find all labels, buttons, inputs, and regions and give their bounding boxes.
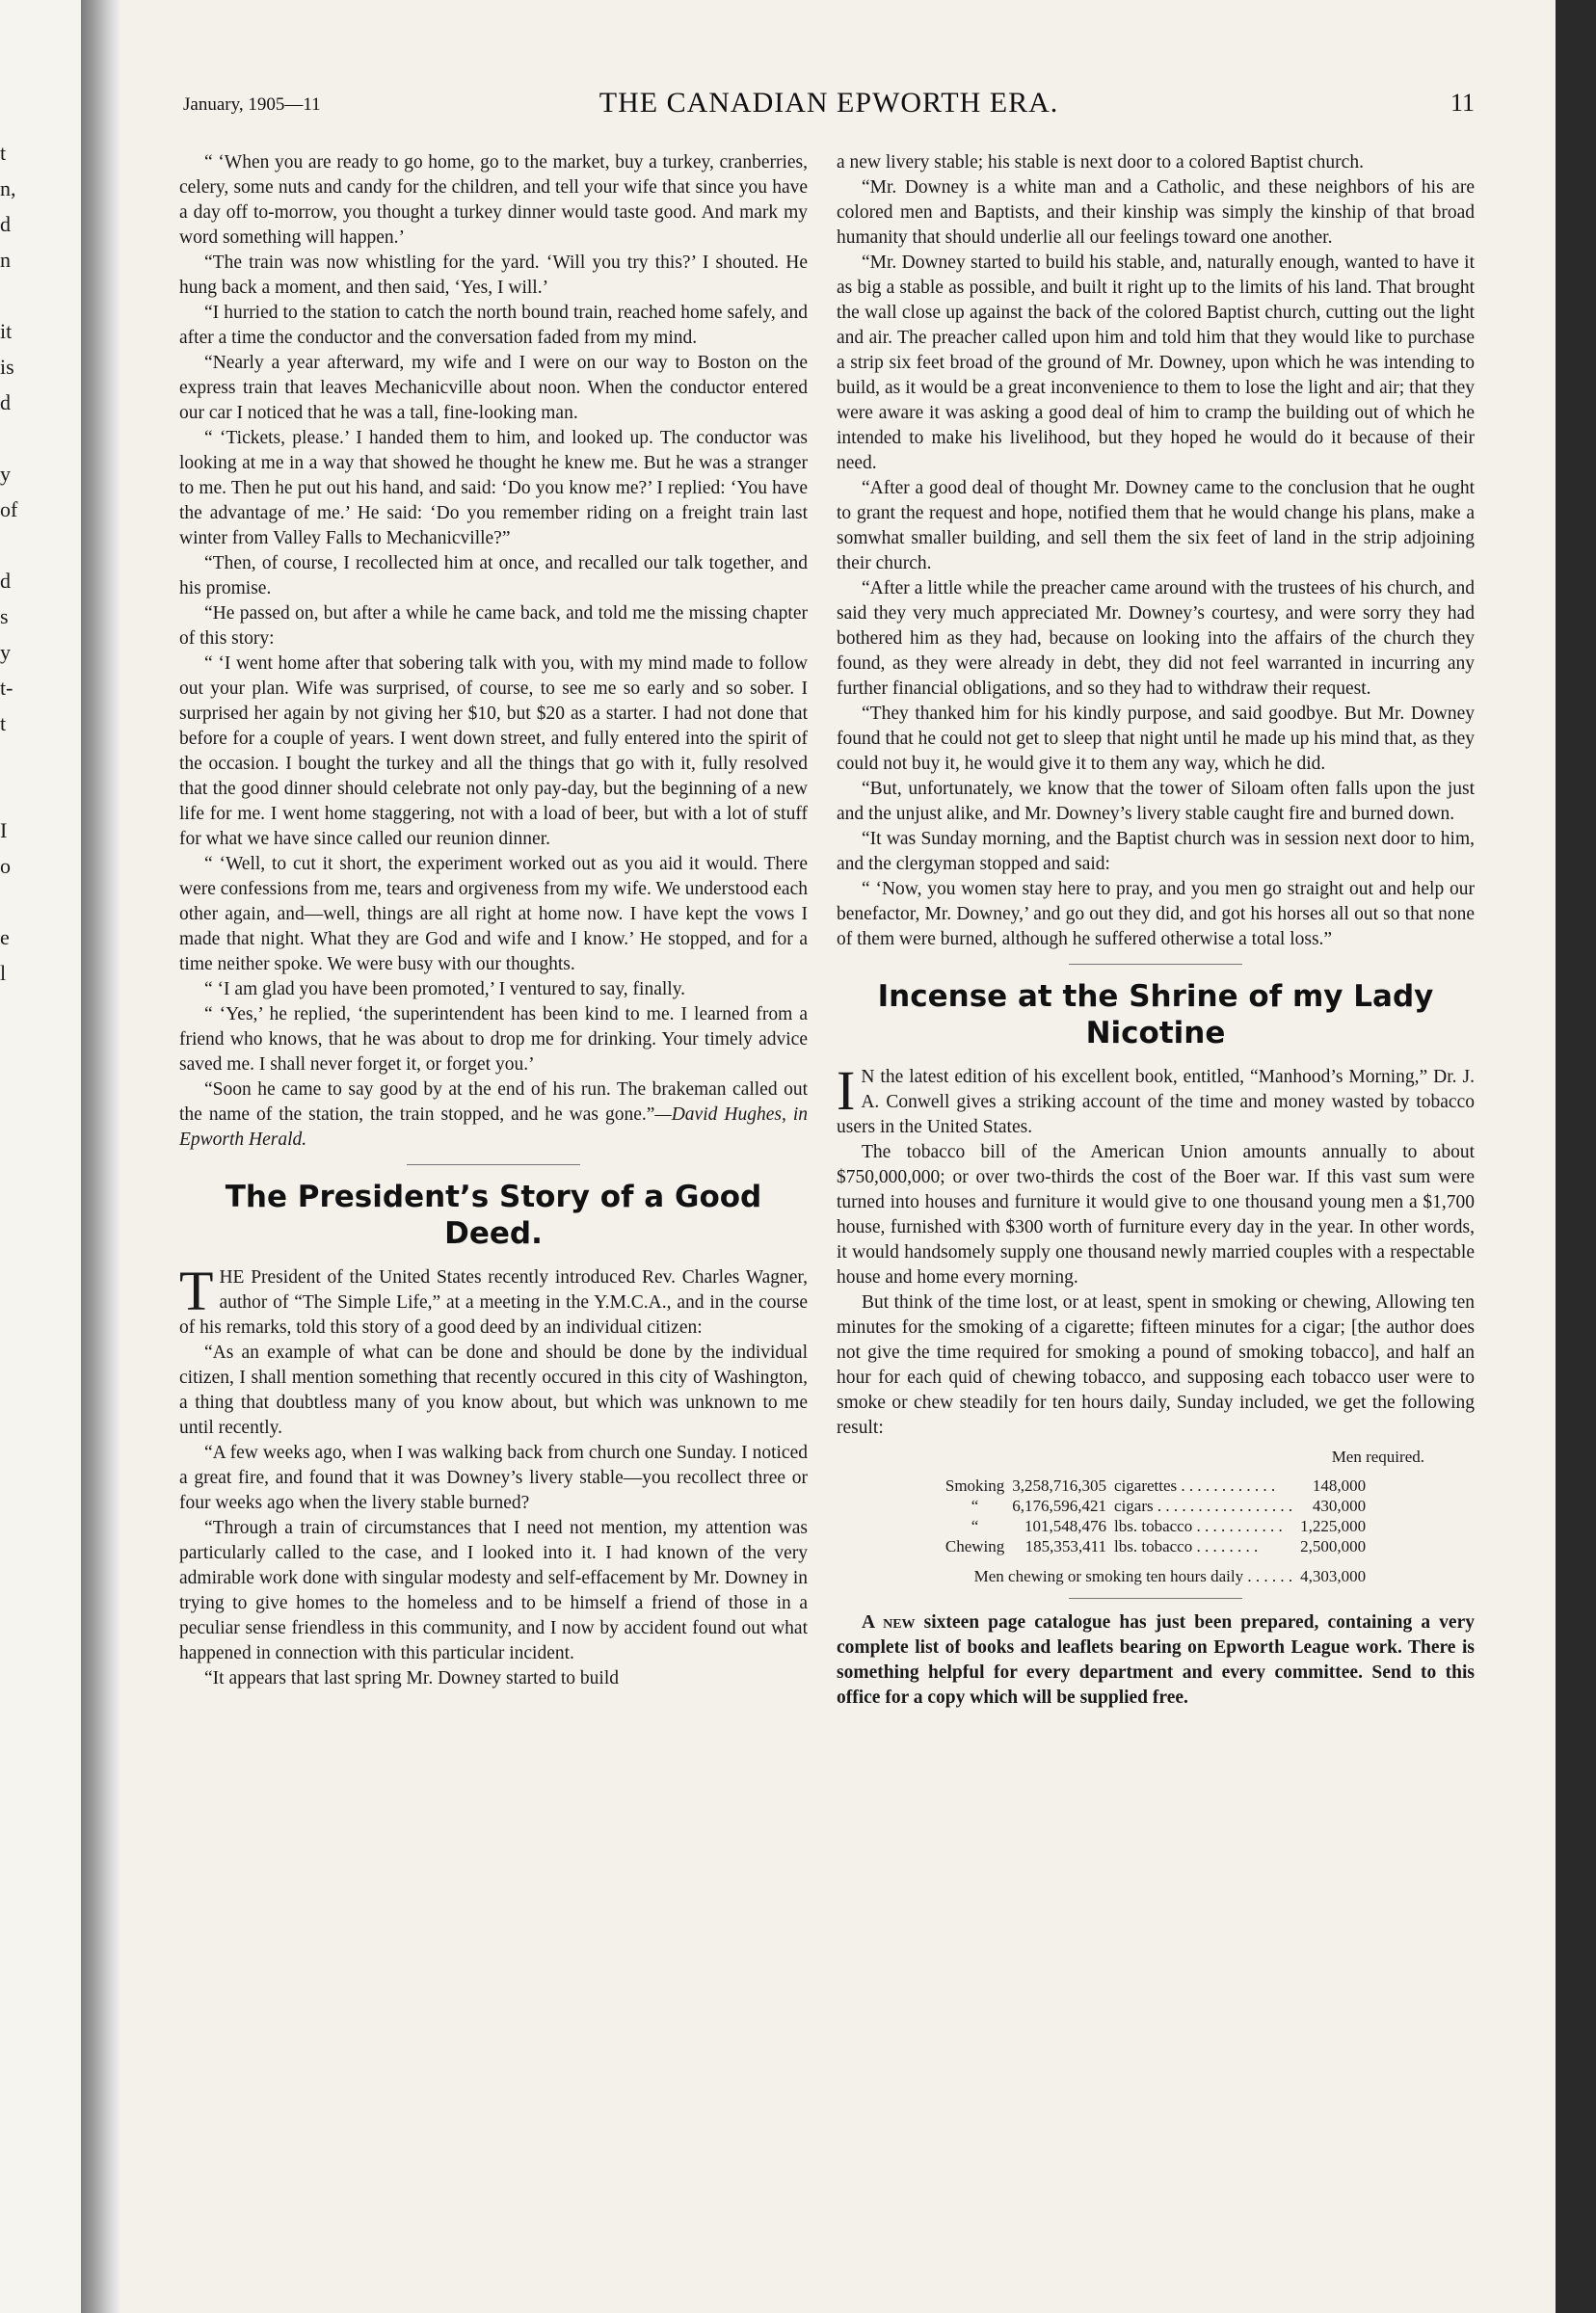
fragment-line: n	[0, 248, 11, 272]
fragment-line: o	[0, 854, 11, 878]
fragment-line: e	[0, 925, 10, 949]
article-lead-paragraph	[837, 1059, 1475, 1140]
fragment-line: t	[0, 711, 7, 735]
magazine-title: THE CANADIAN EPWORTH ERA.	[598, 87, 1059, 119]
men-cell: 430,000	[1312, 1497, 1367, 1515]
table-row	[942, 1516, 1370, 1536]
table-row	[942, 1536, 1370, 1556]
fragment-line: I	[0, 818, 8, 842]
fragment-line: of	[0, 497, 18, 521]
story-paragraph: “He passed on, but after a while he came back, and told me the missing chapter of this story:	[179, 603, 808, 649]
scan-border	[1556, 0, 1596, 2313]
fragment-line	[0, 420, 21, 456]
left-column	[179, 150, 808, 1691]
fragment-line: y	[0, 640, 11, 664]
right-column	[837, 150, 1475, 1711]
story-paragraph: “ ‘Well, to cut it short, the experiment worked out as you aid it would. There were confessions from me, tears and orgiveness from my wife. We understood each other again, and—well, things are all right at home now. I have kept the vows I made that night. What they are God and wife and I know.’ He stopped, and for a time neither spoke. We were busy with our thoughts.	[179, 854, 808, 974]
article-title-lady-nicotine: Incense at the Shrine of my Lady Nicotine	[877, 979, 1434, 1050]
men-cell: 1,225,000	[1300, 1517, 1367, 1535]
article-lead-paragraph	[179, 1260, 808, 1341]
story-paragraph: “ ‘When you are ready to go home, go to the market, buy a turkey, cranberries, celery, some nuts and candy for the children, and tell your wife that since you have a day off to-morrow, you thought a turkey dinner would taste good. And mark my word something will happen.’	[179, 152, 808, 248]
article-paragraph: “They thanked him for his kindly purpose, and said goodbye. But Mr. Downey found that he could not get to sleep that night until he made up his mind that, as they could not buy it, he would give it to them any way, which he did.	[837, 704, 1475, 774]
habit-cell: “	[971, 1497, 979, 1515]
drop-cap: I	[837, 1059, 856, 1122]
article-paragraph: But think of the time lost, or at least, spent in smoking or chewing, Allowing ten minutes for the smoking of a cigarette; fifteen minutes for a cigar; [the author does not give the time required for smoking a pound of smoking tobacco], and half an hour for each quid of chewing tobacco, and supposing each tobacco user were to smoke or chew steadily for ten hours daily, Sunday included, we get the following result:	[837, 1292, 1475, 1438]
running-header	[183, 87, 1475, 125]
total-label: Men chewing or smoking ten hours daily . . . . . .	[973, 1567, 1293, 1585]
section-divider	[1069, 964, 1242, 965]
article-paragraph: “But, unfortunately, we know that the tower of Siloam often falls upon the just and the unjust alike, and Mr. Downey’s livery stable caught fire and burned down.	[837, 779, 1475, 824]
table-row	[942, 1476, 1370, 1496]
fragment-line: n,	[0, 176, 16, 200]
article-paragraph: “It appears that last spring Mr. Downey started to build	[204, 1668, 619, 1688]
fragment-line: y	[0, 462, 11, 486]
notice-lead: A new	[862, 1612, 916, 1633]
item-cell: cigars . . . . . . . . . . . . . . . . .	[1114, 1497, 1293, 1515]
story-credit: —David Hughes, in Epworth Herald.	[179, 1104, 808, 1150]
fragment-line: d	[0, 569, 11, 593]
amount-cell: 6,176,596,421	[1012, 1497, 1107, 1515]
article-lead-text: HE President of the United States recently introduced Rev. Charles Wagner, author of “The Simple Life,” at a meeting in the Y.M.C.A., and in the course of his remarks, told this story of a good deed by an individual citizen:	[179, 1267, 808, 1338]
story-paragraph: “I hurried to the station to catch the north bound train, reached home safely, and after a time the conductor and the conversation faded from my mind.	[179, 303, 808, 348]
total-value: 4,303,000	[1300, 1567, 1367, 1585]
article-title-presidents-story: The President’s Story of a Good Deed.	[225, 1180, 762, 1251]
habit-cell: Smoking	[944, 1476, 1005, 1495]
item-cell: lbs. tobacco . . . . . . . . . . .	[1114, 1517, 1283, 1535]
adjacent-page-fragments	[0, 135, 21, 991]
story-paragraph: “ ‘Tickets, please.’ I handed them to him, and looked up. The conductor was looking at me in a way that showed he thought he knew me. But he was a stranger to me. Then he put out his hand, and said: ‘Do you know me?’ I replied: ‘You have the advantage of me.’ He said: ‘Do you remember riding on a freight train last winter from Valley Falls to Mechanicville?”	[179, 428, 808, 548]
fragment-line: d	[0, 390, 11, 414]
fragment-line: d	[0, 212, 11, 236]
fragment-line: l	[0, 961, 7, 985]
story-closing-text: “Soon he came to say good by at the end of his run. The brakeman called out the name of the station, the train stopped, and he was gone.”	[179, 1079, 808, 1125]
article-paragraph: “Mr. Downey is a white man and a Catholic, and these neighbors of his are colored men and Baptists, and their kinship was simply the kinship of that broad humanity that should underlie all our feelings toward one another.	[837, 177, 1475, 248]
amount-cell: 185,353,411	[1024, 1537, 1107, 1555]
notice-text: sixteen page catalogue has just been prepared, containing a very complete list of books and leaflets bearing on Epworth League work. There is something helpful for every department and every committee. Send to this office for a copy which will be supplied free.	[837, 1612, 1475, 1708]
fragment-line: is	[0, 355, 14, 379]
men-cell: 148,000	[1312, 1476, 1367, 1495]
table-row	[942, 1496, 1370, 1516]
table-column-header: Men required.	[1331, 1448, 1424, 1466]
catalogue-notice	[837, 1610, 1475, 1711]
article-paragraph: a new livery stable; his stable is next door to a colored Baptist church.	[837, 152, 1364, 173]
fragment-line: s	[0, 604, 9, 628]
article-paragraph: The tobacco bill of the American Union amounts annually to about $750,000,000; or over two-thirds the cost of the Boer war. If this vast sum were turned into houses and furniture it would give to one thousand young men a $1,700 house, furnished with $300 worth of furniture every day in the year. In other words, it would handsomely supply one thousand newly married couples with a respectable house and home every morning.	[837, 1142, 1475, 1288]
article-paragraph: “It was Sunday morning, and the Baptist church was in session next door to him, and the clergyman stopped and said:	[837, 829, 1475, 874]
binding-gutter	[81, 0, 120, 2313]
story-paragraph: “ ‘I went home after that sobering talk with you, with my mind made to follow out your plan. Wife was surprised, of course, to see me so early and so sober. I surprised her again by not giving her $10, but $20 as a starter. I had not done that before for a couple of years. I went down street, and fully entered into the spirit of the occasion. I bought the turkey and all the things that go with it, fully resolved that the good dinner should celebrate not only pay-day, but the beginning of a new life for me. I went home staggering, not with a load of beer, but with a lot of stuff for what we have since called our reunion dinner.	[179, 653, 808, 849]
amount-cell: 3,258,716,305	[1012, 1476, 1107, 1495]
story-paragraph: “ ‘I am glad you have been promoted,’ I ventured to say, finally.	[204, 979, 686, 999]
fragment-line: t-	[0, 676, 13, 700]
section-divider	[1069, 1598, 1242, 1599]
habit-cell: Chewing	[944, 1537, 1005, 1555]
section-divider	[407, 1164, 580, 1165]
item-cell: cigarettes . . . . . . . . . . . .	[1114, 1476, 1276, 1495]
article-paragraph: “As an example of what can be done and should be done by the individual citizen, I shall mention something that recently occured in this city of Washington, a thing that doubtless many of you know about, but which was unknown to me until recently.	[179, 1343, 808, 1438]
article-paragraph: “Mr. Downey started to build his stable, and, naturally enough, wanted to have it as big a stable as possible, and built it right up to the limits of his land. That brought the wall close up against the back of the colored Baptist church, cutting out the light and air. The preacher called upon him and told him that they would like to purchase a strip six feet broad of the ground of Mr. Downey, upon which he was intending to build, as it would be a great inconvenience to them to lose the light and air; that they were aware it was asking a good deal of him to cramp the building out of which he intended to make his livelihood, but they hoped he would do it because of their need.	[837, 253, 1475, 473]
article-paragraph: “ ‘Now, you women stay here to pray, and you men go straight out and help our benefactor, Mr. Downey,’ and go out they did, and got his horses all out so that none of them were burned, although he suffered otherwise a total loss.”	[837, 879, 1475, 949]
article-paragraph: “After a good deal of thought Mr. Downey came to the conclusion that he ought to grant the request and hope, notified them that he would change his plans, make a somwhat smaller building, and sell them the six feet of land in the strip adjoining their church.	[837, 478, 1475, 573]
drop-cap: T	[179, 1260, 214, 1322]
fragment-line	[0, 884, 21, 919]
fragment-line	[0, 527, 21, 563]
story-paragraph: “ ‘Yes,’ he replied, ‘the superintendent has been kind to me. I learned from a friend who knows, that he was about to drop me for drinking. Your timely advice saved me. I shall never forget it, or forget you.’	[179, 1004, 808, 1075]
table-total-row	[942, 1556, 1370, 1586]
article-paragraph: “Through a train of circumstances that I need not mention, my attention was particularly called to the case, and I looked into it. I had known of the very admirable work done with singular modesty and self-effacement by Mr. Downey in trying to give homes to the homeless and to be himself a friend of those in a peculiar sense friendless in this community, and I now by accident found out what happened in connection with this particular incident.	[179, 1518, 808, 1663]
tobacco-table	[942, 1476, 1370, 1586]
issue-date: January, 1905—11	[183, 94, 321, 115]
fragment-line	[0, 741, 21, 777]
fragment-line	[0, 278, 21, 313]
article-paragraph: “After a little while the preacher came around with the trustees of his church, and said they very much appreciated Mr. Downey’s courtesy, and were sorry they had bothered him as they had, because on looking into the affairs of the church they found, as they were already in debt, they did not feel warranted in incurring any further financial obligations, and so they had to withdraw their request.	[837, 578, 1475, 699]
men-cell: 2,500,000	[1300, 1537, 1367, 1555]
fragment-line: it	[0, 319, 13, 343]
fragment-line: t	[0, 141, 7, 165]
amount-cell: 101,548,476	[1024, 1517, 1107, 1535]
article-lead-text: N the latest edition of his excellent book, entitled, “Manhood’s Morning,” Dr. J. A. Conwell gives a striking account of the time and money wasted by tobacco users in the United States.	[837, 1067, 1475, 1137]
habit-cell: “	[971, 1517, 979, 1535]
story-paragraph: “The train was now whistling for the yard. ‘Will you try this?’ I shouted. He hung back a moment, and then said, ‘Yes, I will.’	[179, 253, 808, 298]
story-paragraph: “Then, of course, I recollected him at once, and recalled our talk together, and his promise.	[179, 553, 808, 598]
article-paragraph: “A few weeks ago, when I was walking back from church one Sunday. I noticed a great fire, and found that it was Downey’s livery stable—you recollect three or four weeks ago when the livery stable burned?	[179, 1443, 808, 1513]
item-cell: lbs. tobacco . . . . . . . .	[1114, 1537, 1259, 1555]
page-number: 11	[1450, 89, 1475, 117]
story-closing-paragraph	[179, 1077, 808, 1153]
story-paragraph: “Nearly a year afterward, my wife and I were on our way to Boston on the express train that leaves Mechanicville about noon. When the conductor entered our car I noticed that he was a tall, fine-looking man.	[179, 353, 808, 423]
fragment-line	[0, 777, 21, 812]
adjacent-page-edge	[0, 0, 81, 2313]
